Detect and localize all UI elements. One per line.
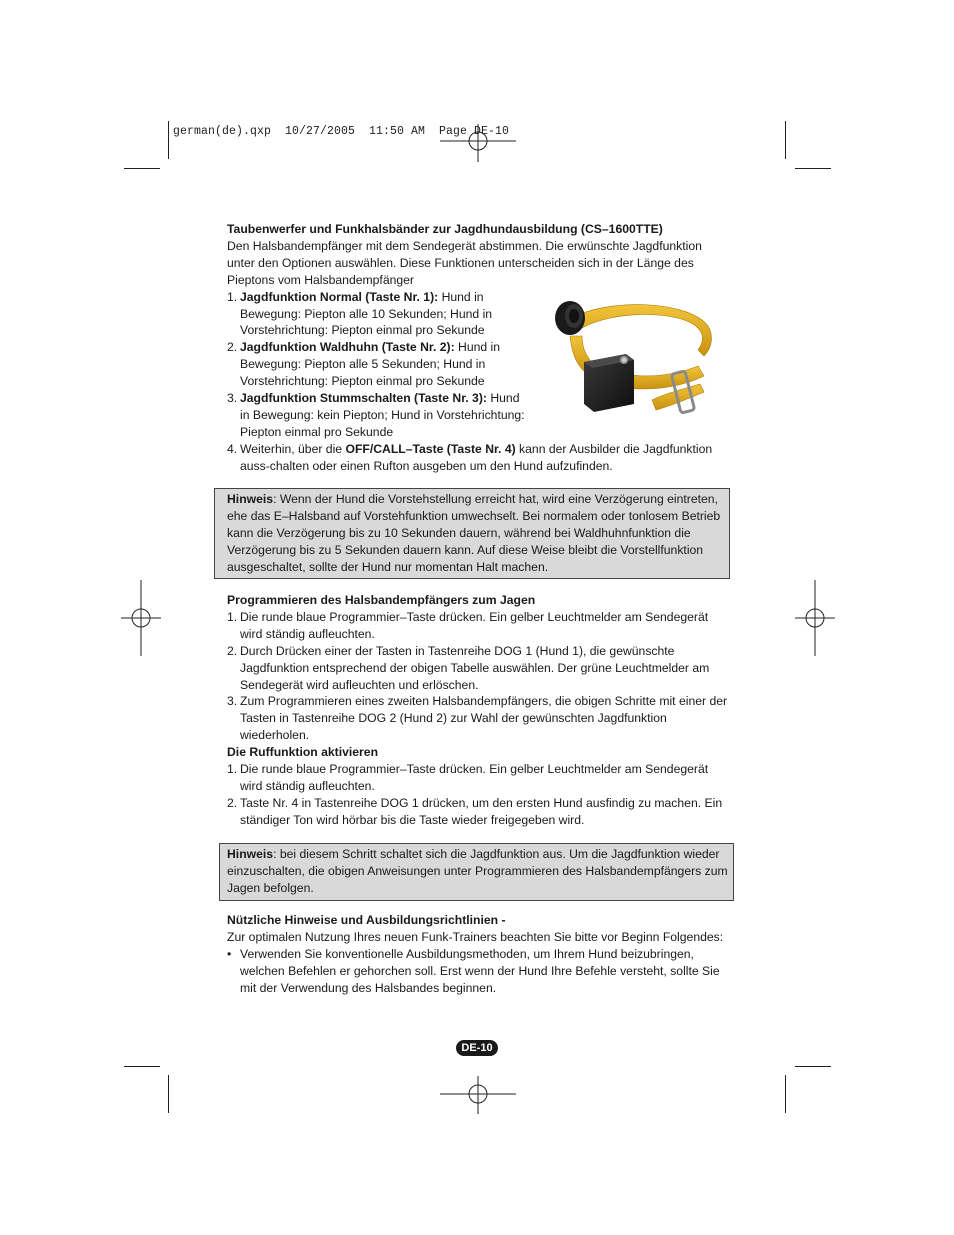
list-item: 1. Jagdfunktion Normal (Taste Nr. 1): Hund in Bewegung: Piepton alle 10 Sekunden; Hund in Vorstehrichtung: Piepton einmal pro Sekunde bbox=[227, 289, 493, 338]
registration-mark-bottom bbox=[440, 1076, 516, 1114]
section-intro: Zur optimalen Nutzung Ihres neuen Funk-Trainers beachten Sie bitte vor Beginn Folgendes: bbox=[227, 929, 724, 944]
note-box bbox=[219, 843, 734, 901]
list-item: 2. Taste Nr. 4 in Tastenreihe DOG 1 drücken, um den ersten Hund ausfindig zu machen. Ein ständiger Ton wird hörbar bis die Taste wieder freigegeben wird. bbox=[227, 795, 723, 827]
step-list bbox=[227, 609, 729, 744]
section-heading: Programmieren des Halsbandempfängers zum Jagen bbox=[227, 593, 536, 607]
section-intro: Den Halsbandempfänger mit dem Sendegerät abstimmen. Die erwünschte Jagdfunktion unter den Optionen auswählen. Diese Funktionen unterscheiden sich in der Länge des Pieptons vom Halsbandempfänger bbox=[227, 238, 702, 287]
note-text: : Wenn der Hund die Vorstehstellung erreicht hat, wird eine Verzögerung eintreten, ehe das E–Halsband auf Vorstehfunktion umwechselt. Bei normalem oder tonlosem Betrieb kann die Verzögerung bis zu 10 Sekunden dauern, während bei Waldhuhnfunktion die Verzögerung bis zu 5 Sekunden dauern kann. Auf diese Weise bleibt die Vorstellfunktion ausgeschaltet, sollte der Hund nur momentan Halt machen. bbox=[227, 492, 721, 574]
crop-mark bbox=[785, 121, 786, 159]
crop-mark bbox=[168, 1075, 169, 1113]
section-programmieren bbox=[227, 592, 729, 744]
registration-mark-left bbox=[121, 580, 161, 656]
section-heading: Nützliche Hinweise und Ausbildungsrichtlinien - bbox=[227, 913, 506, 927]
note-text: : bei diesem Schritt schaltet sich die Jagdfunktion aus. Um die Jagdfunktion wieder einzuschalten, die obigen Anweisungen unter Programmieren des Halsbandempfängers zum Jagen befolgen. bbox=[227, 847, 728, 895]
section-hinweise bbox=[227, 912, 729, 997]
bullet-icon: • bbox=[227, 946, 232, 961]
section-heading: Die Ruffunktion aktivieren bbox=[227, 745, 379, 759]
list-item: 2. Durch Drücken einer der Tasten in Tastenreihe DOG 1 (Hund 1), die gewünschte Jagdfunktion entsprechend der obigen Tabelle auswählen. Der grüne Leuchtmelder am Sendegerät wird aufleuchten und erlöschen. bbox=[227, 643, 710, 692]
bullet-list bbox=[227, 946, 729, 997]
crop-mark bbox=[124, 168, 160, 169]
registration-mark-top bbox=[440, 124, 516, 162]
step-list bbox=[227, 761, 729, 829]
print-slug: german(de).qxp 10/27/2005 11:50 AM Page DE-10 bbox=[173, 125, 510, 138]
section-ruffunktion bbox=[227, 744, 729, 829]
section-heading: Taubenwerfer und Funkhalsbänder zur Jagdhundausbildung (CS–1600TTE) bbox=[227, 222, 663, 236]
crop-mark bbox=[795, 168, 831, 169]
note-box bbox=[214, 488, 730, 579]
note-label: Hinweis bbox=[227, 492, 274, 506]
list-item: 1. Die runde blaue Programmier–Taste drücken. Ein gelber Leuchtmelder am Sendegerät wird ständig aufleuchten. bbox=[227, 761, 709, 793]
crop-mark bbox=[168, 121, 169, 159]
list-item: 2. Jagdfunktion Waldhuhn (Taste Nr. 2): Hund in Bewegung: Piepton alle 5 Sekunden; Hund in Vorstehrichtung: Piepton einmal pro Sekunde bbox=[227, 340, 501, 389]
list-item: • Verwenden Sie konventionelle Ausbildungsmethoden, um Ihrem Hund beizubringen, welchen Befehlen er gehorchen soll. Erst wenn der Hund Ihre Befehle versteht, sollte Sie mit der Verwendung des Halsbandes beginnen. bbox=[227, 946, 720, 995]
list-item: 3. Zum Programmieren eines zweiten Halsbandempfängers, die obigen Schritte mit einer der Tasten in Tastenreihe DOG 2 (Hund 2) zur Wahl der gewünschten Jagdfunktion wiederholen. bbox=[227, 694, 728, 743]
crop-mark bbox=[785, 1075, 786, 1113]
mode-list-continued bbox=[227, 441, 729, 475]
crop-mark bbox=[124, 1066, 160, 1067]
registration-mark-right bbox=[795, 580, 835, 656]
page-number-badge: DE-10 bbox=[456, 1040, 498, 1056]
crop-mark bbox=[795, 1066, 831, 1067]
list-item: 1. Die runde blaue Programmier–Taste drücken. Ein gelber Leuchtmelder am Sendegerät wird ständig aufleuchten. bbox=[227, 609, 709, 641]
list-item: 3. Jagdfunktion Stummschalten (Taste Nr. 3): Hund in Bewegung: kein Piepton; Hund in Vorstehrichtung: Piepton einmal pro Sekunde bbox=[227, 391, 525, 439]
collar-image bbox=[548, 296, 716, 416]
list-item: 4. Weiterhin, über die OFF/CALL–Taste (Taste Nr. 4) kann der Ausbilder die Jagdfunktion auss-chalten oder einen Rufton ausgeben um den Hund aufzufinden. bbox=[227, 441, 713, 473]
note-label: Hinweis bbox=[227, 847, 274, 861]
